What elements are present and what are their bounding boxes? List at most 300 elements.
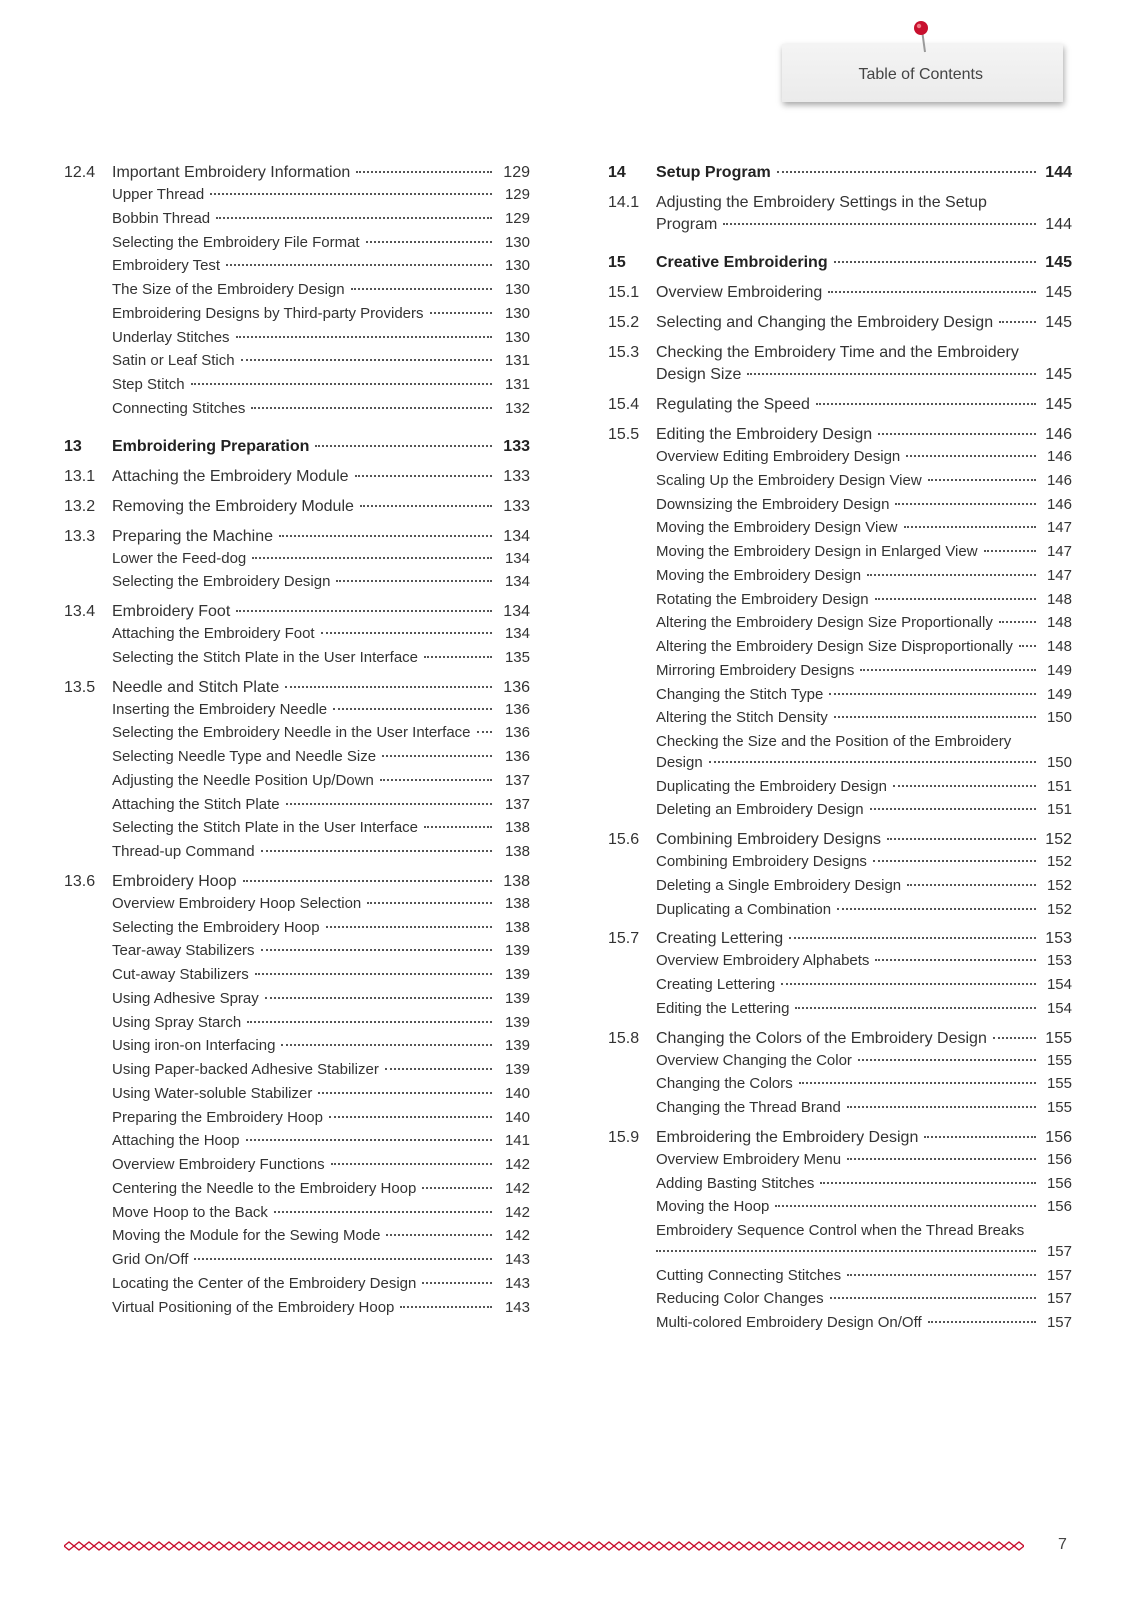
- toc-entry-page: 129: [504, 209, 530, 227]
- toc-entry-title: Deleting a Single Embroidery Design: [656, 876, 902, 894]
- dot-leader: [895, 503, 1036, 505]
- toc-entry-title: Using Paper-backed Adhesive Stabilizer: [112, 1061, 379, 1078]
- dot-leader: [789, 937, 1036, 939]
- dot-leader: [775, 1205, 1036, 1207]
- toc-entry-title: Selecting Needle Type and Needle Size: [112, 748, 377, 765]
- toc-entry[interactable]: [64, 602, 530, 622]
- toc-entry-page: 136: [504, 700, 530, 718]
- toc-entry-page: 144: [1045, 164, 1072, 181]
- dot-leader: [893, 785, 1036, 787]
- toc-entry-page: 138: [504, 843, 530, 860]
- dot-leader: [781, 983, 1036, 985]
- toc-entry[interactable]: [608, 1198, 1072, 1217]
- toc-entry[interactable]: [608, 283, 1072, 303]
- dot-leader: [251, 407, 492, 409]
- toc-entry[interactable]: [64, 1180, 530, 1199]
- toc-entry-title: Moving the Embroidery Design: [656, 566, 862, 584]
- toc-entry-title: Attaching the Embroidery Foot: [112, 625, 315, 642]
- toc-entry-title-continued: Design Size: [656, 366, 742, 383]
- toc-entry[interactable]: [608, 709, 1072, 728]
- toc-entry-title: Using iron-on Interfacing: [112, 1037, 276, 1055]
- toc-entry[interactable]: [608, 448, 1072, 467]
- dot-leader: [878, 433, 1036, 435]
- toc-entry[interactable]: [64, 573, 530, 592]
- toc-entry-page: 145: [1045, 284, 1072, 301]
- toc-entry-number: 15.9: [608, 1128, 640, 1146]
- toc-entry[interactable]: [64, 305, 530, 324]
- toc-entry[interactable]: [64, 748, 530, 767]
- toc-entry-page: 131: [504, 376, 530, 393]
- toc-entry[interactable]: [64, 1227, 530, 1246]
- dot-leader: [331, 1163, 492, 1165]
- dot-leader: [924, 1136, 1036, 1138]
- dot-leader: [424, 826, 492, 828]
- toc-entry[interactable]: [608, 853, 1072, 872]
- toc-entry-page: 152: [1046, 900, 1072, 918]
- toc-entry-title: Moving the Module for the Sewing Mode: [112, 1227, 381, 1245]
- toc-entry-page: 146: [1046, 448, 1072, 465]
- toc-entry-page: 130: [504, 233, 530, 251]
- toc-entry-page: 157: [1046, 1314, 1072, 1331]
- toc-entry-page: 131: [504, 352, 530, 370]
- dot-leader: [820, 1182, 1036, 1184]
- toc-entry-page: 139: [504, 966, 530, 983]
- toc-entry[interactable]: [64, 678, 530, 698]
- toc-entry-page: 148: [1046, 614, 1072, 632]
- toc-entry-page: 145: [1045, 396, 1072, 413]
- dot-leader: [847, 1274, 1036, 1276]
- dot-leader: [286, 803, 492, 805]
- dot-leader: [875, 959, 1036, 961]
- toc-entry[interactable]: [608, 1029, 1072, 1049]
- toc-entry-number: 15.1: [608, 284, 640, 301]
- toc-entry-number: 13.4: [64, 603, 96, 620]
- toc-entry[interactable]: [608, 733, 1072, 773]
- toc-entry-title: Locating the Center of the Embroidery Design: [112, 1274, 417, 1292]
- toc-entry-page: 150: [1046, 709, 1072, 727]
- decorative-border: [64, 1541, 1024, 1551]
- dot-leader: [380, 779, 492, 781]
- toc-entry[interactable]: [608, 343, 1072, 385]
- toc-entry[interactable]: [608, 1175, 1072, 1194]
- dot-leader: [265, 997, 492, 999]
- toc-entry[interactable]: [64, 1275, 530, 1294]
- toc-entry-page: 134: [503, 603, 530, 620]
- toc-entry-title: Checking the Size and the Position of the Embroidery: [656, 733, 1012, 750]
- toc-entry-title: Important Embroidery Information: [112, 164, 351, 181]
- toc-entry-title: Overview Embroidery Menu: [656, 1150, 842, 1168]
- toc-entry-page: 154: [1046, 976, 1072, 993]
- toc-entry-title: Overview Embroidery Functions: [112, 1156, 325, 1173]
- toc-entry[interactable]: [608, 395, 1072, 415]
- toc-entry-page: 139: [504, 942, 530, 960]
- toc-entry[interactable]: [64, 1109, 530, 1128]
- toc-entry-number: 13: [64, 437, 82, 455]
- dot-leader: [829, 693, 1036, 695]
- toc-entry-number: 15.3: [608, 344, 640, 361]
- dot-leader: [477, 731, 492, 733]
- toc-entry-title: The Size of the Embroidery Design: [112, 281, 345, 298]
- toc-entry-title: Inserting the Embroidery Needle: [112, 700, 328, 718]
- toc-entry[interactable]: [64, 376, 530, 395]
- dot-leader: [993, 1037, 1036, 1039]
- toc-entry-page: 139: [504, 989, 530, 1007]
- toc-entry-title: Duplicating a Combination: [656, 900, 832, 918]
- toc-entry-page: 137: [504, 795, 530, 813]
- toc-entry-page: 157: [1046, 1266, 1072, 1284]
- toc-entry-title: Overview Embroidery Hoop Selection: [112, 894, 362, 912]
- dot-leader: [400, 1306, 492, 1308]
- toc-entry[interactable]: [64, 1251, 530, 1270]
- toc-entry-page: 148: [1046, 638, 1072, 655]
- toc-entry-page: 151: [1046, 777, 1072, 795]
- toc-entry[interactable]: [64, 281, 530, 300]
- toc-entry-title: Moving the Hoop: [656, 1198, 770, 1216]
- toc-entry[interactable]: [64, 701, 530, 720]
- toc-entry[interactable]: [64, 1204, 530, 1223]
- toc-entry-title: Checking the Embroidery Time and the Embroidery: [656, 344, 1019, 361]
- toc-entry[interactable]: [64, 990, 530, 1009]
- toc-entry[interactable]: [608, 1099, 1072, 1118]
- toc-entry[interactable]: [64, 772, 530, 791]
- toc-entry-page: 154: [1046, 999, 1072, 1017]
- toc-entry[interactable]: [64, 1085, 530, 1104]
- toc-entry[interactable]: [608, 472, 1072, 491]
- toc-entry[interactable]: [64, 649, 530, 668]
- toc-entry-title: Selecting the Embroidery File Format: [112, 233, 360, 251]
- toc-entry-number: 13.2: [64, 497, 96, 515]
- dot-leader: [241, 359, 492, 361]
- toc-entry-page: 145: [1045, 366, 1072, 383]
- dot-leader: [243, 880, 493, 882]
- dot-leader: [799, 1082, 1036, 1084]
- toc-entry-title: Creating Lettering: [656, 976, 776, 993]
- toc-entry[interactable]: [608, 801, 1072, 820]
- dot-leader: [236, 336, 492, 338]
- toc-entry[interactable]: [64, 400, 530, 419]
- toc-entry-page: 156: [1046, 1150, 1072, 1168]
- dot-leader: [261, 949, 492, 951]
- toc-entry-title: Adding Basting Stitches: [656, 1174, 815, 1192]
- toc-entry[interactable]: [64, 186, 530, 205]
- dot-leader: [194, 1258, 492, 1260]
- toc-entry[interactable]: [608, 1128, 1072, 1148]
- toc-entry-number: 13.6: [64, 872, 96, 890]
- toc-entry[interactable]: [608, 163, 1072, 183]
- toc-entry[interactable]: [608, 662, 1072, 681]
- toc-entry-page: 130: [504, 304, 530, 322]
- toc-entry[interactable]: [64, 163, 530, 183]
- toc-entry-page: 136: [503, 678, 530, 696]
- toc-entry-page: 156: [1046, 1198, 1072, 1216]
- toc-entry[interactable]: [64, 1014, 530, 1033]
- toc-entry[interactable]: [608, 1290, 1072, 1309]
- toc-entry-title: Bobbin Thread: [112, 209, 211, 227]
- toc-entry-page: 142: [504, 1203, 530, 1221]
- toc-entry-title: Deleting an Embroidery Design: [656, 801, 864, 819]
- toc-entry-page: 129: [504, 186, 530, 203]
- toc-entry[interactable]: [608, 877, 1072, 896]
- toc-entry[interactable]: [64, 497, 530, 517]
- toc-entry[interactable]: [64, 1132, 530, 1151]
- toc-entry[interactable]: [608, 543, 1072, 562]
- toc-entry-title: Altering the Stitch Density: [656, 709, 828, 727]
- toc-entry-title: Embroidery Foot: [112, 603, 231, 620]
- dot-leader: [246, 1139, 492, 1141]
- toc-entry[interactable]: [608, 614, 1072, 633]
- dot-leader: [236, 610, 492, 612]
- toc-entry-page: 149: [1046, 685, 1072, 703]
- dot-leader: [830, 1297, 1036, 1299]
- toc-entry[interactable]: [64, 872, 530, 892]
- toc-entry-title: Combining Embroidery Designs: [656, 853, 867, 870]
- toc-entry-number: 13.3: [64, 527, 96, 545]
- toc-entry-title: Overview Embroidering: [656, 284, 823, 301]
- toc-entry[interactable]: [608, 313, 1072, 333]
- toc-entry[interactable]: [608, 929, 1072, 949]
- toc-entry[interactable]: [608, 1267, 1072, 1286]
- toc-entry[interactable]: [64, 819, 530, 838]
- toc-entry-page: 138: [503, 872, 530, 890]
- toc-entry[interactable]: [608, 1151, 1072, 1170]
- toc-entry-page: 143: [504, 1298, 530, 1316]
- toc-entry[interactable]: [64, 942, 530, 961]
- toc-entry[interactable]: [608, 976, 1072, 995]
- toc-entry-title: Embroidering the Embroidery Design: [656, 1128, 919, 1146]
- toc-entry[interactable]: [608, 253, 1072, 273]
- toc-entry[interactable]: [64, 625, 530, 644]
- toc-entry-page: 139: [504, 1013, 530, 1031]
- dot-leader: [858, 1059, 1036, 1061]
- dot-leader: [723, 223, 1036, 225]
- toc-entry[interactable]: [608, 193, 1072, 235]
- toc-entry-title: Adjusting the Embroidery Settings in the Setup: [656, 194, 987, 211]
- toc-entry-number: 15.7: [608, 930, 640, 948]
- toc-entry-page: 133: [503, 467, 530, 485]
- toc-entry[interactable]: [64, 843, 530, 862]
- toc-entry-page: 136: [504, 724, 530, 742]
- toc-entry-title: Attaching the Embroidery Module: [112, 467, 349, 485]
- toc-entry-page: 155: [1045, 1029, 1072, 1047]
- toc-entry-title: Preparing the Embroidery Hoop: [112, 1108, 323, 1126]
- toc-entry-title: Setup Program: [656, 164, 771, 181]
- toc-entry[interactable]: [608, 1314, 1072, 1333]
- toc-entry-title: Moving the Embroidery Design in Enlarged View: [656, 543, 978, 560]
- toc-entry-title: Overview Editing Embroidery Design: [656, 448, 901, 465]
- toc-entry-page: 150: [1046, 753, 1072, 771]
- toc-entry-number: 15.5: [608, 426, 640, 443]
- toc-entry-page: 134: [504, 549, 530, 567]
- toc-entry-page: 153: [1046, 952, 1072, 970]
- toc-entry[interactable]: [608, 1000, 1072, 1019]
- dot-leader: [430, 312, 492, 314]
- toc-entry-title: Editing the Lettering: [656, 999, 790, 1017]
- toc-entry-title: Selecting the Stitch Plate in the User Interface: [112, 819, 418, 837]
- toc-entry-page: 141: [504, 1132, 530, 1150]
- dot-leader: [837, 908, 1036, 910]
- dot-leader: [356, 171, 492, 173]
- toc-entry-page: 136: [504, 748, 530, 765]
- toc-entry-page: 147: [1046, 543, 1072, 560]
- red-pushpin-icon: [908, 18, 938, 58]
- toc-entry-title: Moving the Embroidery Design View: [656, 519, 898, 537]
- toc-entry[interactable]: [608, 567, 1072, 586]
- toc-entry[interactable]: [608, 519, 1072, 538]
- toc-entry[interactable]: [64, 437, 530, 457]
- toc-entry-title: Creating Lettering: [656, 930, 784, 948]
- dot-leader: [928, 479, 1036, 481]
- toc-entry-title: Attaching the Stitch Plate: [112, 795, 280, 813]
- dot-leader: [873, 860, 1036, 862]
- dot-leader: [709, 761, 1036, 763]
- dot-leader: [360, 505, 492, 507]
- dot-leader: [795, 1007, 1036, 1009]
- toc-entry-number: 13.5: [64, 678, 96, 696]
- toc-entry-title: Overview Embroidery Alphabets: [656, 952, 870, 970]
- toc-entry-page: 143: [504, 1274, 530, 1292]
- toc-entry-page: 134: [504, 625, 530, 642]
- toc-entry-title: Altering the Embroidery Design Size Disproportionally: [656, 638, 1013, 655]
- toc-entry[interactable]: [64, 1037, 530, 1056]
- toc-entry[interactable]: [608, 1222, 1072, 1262]
- toc-entry[interactable]: [64, 234, 530, 253]
- dot-leader: [777, 171, 1036, 173]
- dot-leader: [366, 241, 492, 243]
- dot-leader: [747, 373, 1036, 375]
- toc-entry-page: 155: [1046, 1075, 1072, 1093]
- toc-entry-page: 142: [504, 1179, 530, 1197]
- dot-leader: [816, 403, 1036, 405]
- dot-leader: [887, 838, 1036, 840]
- toc-entry-number: 14: [608, 164, 626, 181]
- toc-entry-title: Embroidery Hoop: [112, 872, 237, 890]
- dot-leader: [226, 264, 492, 266]
- dot-leader: [367, 902, 492, 904]
- toc-entry-page: 145: [1045, 254, 1072, 271]
- toc-entry-title: Duplicating the Embroidery Design: [656, 777, 887, 795]
- toc-entry[interactable]: [64, 550, 530, 569]
- toc-entry[interactable]: [64, 919, 530, 938]
- toc-entry-title: Lower the Feed-dog: [112, 549, 247, 567]
- toc-entry-number: 13.1: [64, 467, 96, 485]
- toc-entry-title: Underlay Stitches: [112, 328, 230, 346]
- toc-entry-number: 14.1: [608, 194, 640, 211]
- toc-entry[interactable]: [64, 257, 530, 276]
- toc-entry-page: 138: [504, 894, 530, 912]
- toc-entry[interactable]: [608, 830, 1072, 850]
- toc-entry-page: 134: [503, 527, 530, 545]
- toc-entry-page: 146: [1045, 426, 1072, 443]
- toc-entry[interactable]: [64, 467, 530, 487]
- toc-entry-page: 146: [1046, 495, 1072, 513]
- toc-entry-title: Grid On/Off: [112, 1251, 189, 1268]
- dot-leader: [285, 686, 492, 688]
- section-tab-label: Table of Contents: [858, 66, 983, 83]
- toc-entry-page: 143: [504, 1251, 530, 1268]
- toc-entry[interactable]: [608, 425, 1072, 445]
- toc-entry[interactable]: [64, 796, 530, 815]
- dot-leader: [279, 535, 492, 537]
- toc-entry[interactable]: [64, 895, 530, 914]
- toc-entry-page: 129: [503, 164, 530, 181]
- dot-leader: [906, 455, 1036, 457]
- toc-entry-title: Cut-away Stabilizers: [112, 966, 249, 983]
- toc-entry-page: 139: [504, 1037, 530, 1055]
- toc-entry[interactable]: [64, 1299, 530, 1318]
- toc-entry[interactable]: [64, 724, 530, 743]
- toc-entry-title: Embroidery Sequence Control when the Thread Breaks: [656, 1222, 1025, 1239]
- toc-entry-page: 140: [504, 1084, 530, 1102]
- toc-entry-title: Embroidery Test: [112, 257, 221, 275]
- toc-entry[interactable]: [608, 1052, 1072, 1071]
- toc-entry-page: 156: [1045, 1128, 1072, 1146]
- toc-entry-title: Using Water-soluble Stabilizer: [112, 1084, 313, 1102]
- toc-entry-page: 157: [1046, 1290, 1072, 1308]
- dot-leader: [1019, 645, 1036, 647]
- toc-entry-title: Thread-up Command: [112, 843, 255, 860]
- toc-entry-title: Selecting the Stitch Plate in the User Interface: [112, 648, 418, 666]
- dot-leader: [336, 580, 492, 582]
- toc-entry[interactable]: [608, 778, 1072, 797]
- dot-leader: [255, 973, 492, 975]
- dot-leader: [828, 291, 1036, 293]
- toc-entry-title: Creative Embroidering: [656, 254, 828, 271]
- toc-entry-page: 138: [504, 819, 530, 837]
- dot-leader: [875, 598, 1036, 600]
- dot-leader: [928, 1321, 1036, 1323]
- toc-entry-page: 130: [504, 281, 530, 298]
- toc-entry[interactable]: [608, 1075, 1072, 1094]
- toc-entry-title-continued: Program: [656, 216, 718, 233]
- toc-entry[interactable]: [64, 1156, 530, 1175]
- toc-entry[interactable]: [608, 901, 1072, 920]
- toc-entry[interactable]: [608, 591, 1072, 610]
- dot-leader: [281, 1044, 492, 1046]
- toc-entry[interactable]: [608, 638, 1072, 657]
- toc-entry-page: 140: [504, 1108, 530, 1126]
- dot-leader: [867, 574, 1036, 576]
- toc-entry-page: 157: [1046, 1242, 1072, 1260]
- toc-entry-number: 15.8: [608, 1029, 640, 1047]
- toc-entry[interactable]: [64, 1061, 530, 1080]
- dot-leader: [847, 1158, 1036, 1160]
- toc-entry-title: Combining Embroidery Designs: [656, 831, 881, 848]
- dot-leader: [999, 321, 1036, 323]
- dot-leader: [984, 550, 1036, 552]
- toc-entry[interactable]: [64, 329, 530, 348]
- toc-entry[interactable]: [608, 952, 1072, 971]
- toc-entry-title: Adjusting the Needle Position Up/Down: [112, 771, 374, 789]
- toc-entry-title: Satin or Leaf Stich: [112, 352, 235, 370]
- toc-entry-title: Mirroring Embroidery Designs: [656, 661, 855, 679]
- toc-entry-page: 132: [504, 399, 530, 417]
- toc-entry[interactable]: [608, 686, 1072, 705]
- toc-entry-page: 137: [504, 771, 530, 789]
- toc-entry[interactable]: [64, 527, 530, 547]
- toc-entry[interactable]: [64, 966, 530, 985]
- dot-leader: [907, 884, 1036, 886]
- toc-entry[interactable]: [64, 210, 530, 229]
- toc-entry-page: 135: [504, 648, 530, 666]
- toc-entry-title: Using Spray Starch: [112, 1013, 242, 1031]
- toc-entry-title: Altering the Embroidery Design Size Proportionally: [656, 614, 993, 632]
- toc-entry-page: 130: [504, 328, 530, 346]
- toc-entry-title: Using Adhesive Spray: [112, 989, 259, 1007]
- toc-entry[interactable]: [608, 496, 1072, 515]
- toc-entry-number: 15.6: [608, 831, 640, 848]
- toc-entry[interactable]: [64, 352, 530, 371]
- dot-leader: [385, 1068, 492, 1070]
